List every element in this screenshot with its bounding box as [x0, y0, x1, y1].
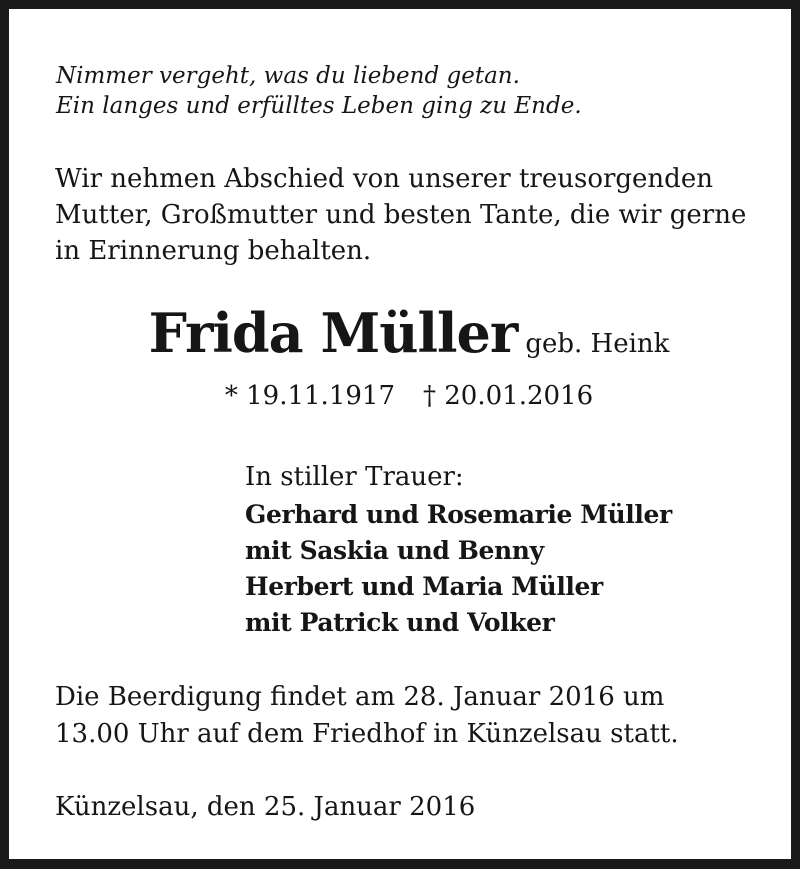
motto-quote: [56, 61, 582, 121]
funeral-line-2: 13.00 Uhr auf dem Friedhof in Künzelsau statt.: [55, 719, 679, 749]
funeral-info: [55, 679, 679, 753]
maiden-name: geb. Heink: [525, 329, 670, 359]
deceased-name: Frida Müller: [148, 301, 518, 365]
mourner-line: mit Patrick und Volker: [245, 608, 555, 637]
intro-line-3: in Erinnerung behalten.: [55, 236, 372, 266]
intro-line-2: Mutter, Großmutter und besten Tante, die wir gerne: [55, 200, 747, 230]
funeral-line-1: Die Beerdigung findet am 28. Januar 2016 um: [55, 682, 665, 712]
motto-line-2: Ein langes und erfülltes Leben ging zu Ende.: [56, 93, 582, 119]
mourner-line: mit Saskia und Benny: [245, 536, 544, 565]
place-and-date: Künzelsau, den 25. Januar 2016: [55, 792, 476, 822]
intro-text: [55, 161, 746, 269]
birth-date: * 19.11.1917: [224, 381, 395, 411]
mourners-heading: In stiller Trauer:: [245, 462, 464, 492]
intro-line-1: Wir nehmen Abschied von unserer treusorgenden: [55, 164, 713, 194]
motto-line-1: Nimmer vergeht, was du liebend getan.: [56, 63, 520, 89]
mourners-block: [245, 460, 672, 641]
death-date: † 20.01.2016: [423, 381, 594, 411]
mourner-line: Herbert und Maria Müller: [245, 572, 603, 601]
mourner-line: Gerhard und Rosemarie Müller: [245, 500, 672, 529]
mourners-names: [245, 497, 672, 641]
deceased-name-line: [9, 301, 800, 365]
life-dates: [9, 381, 800, 411]
